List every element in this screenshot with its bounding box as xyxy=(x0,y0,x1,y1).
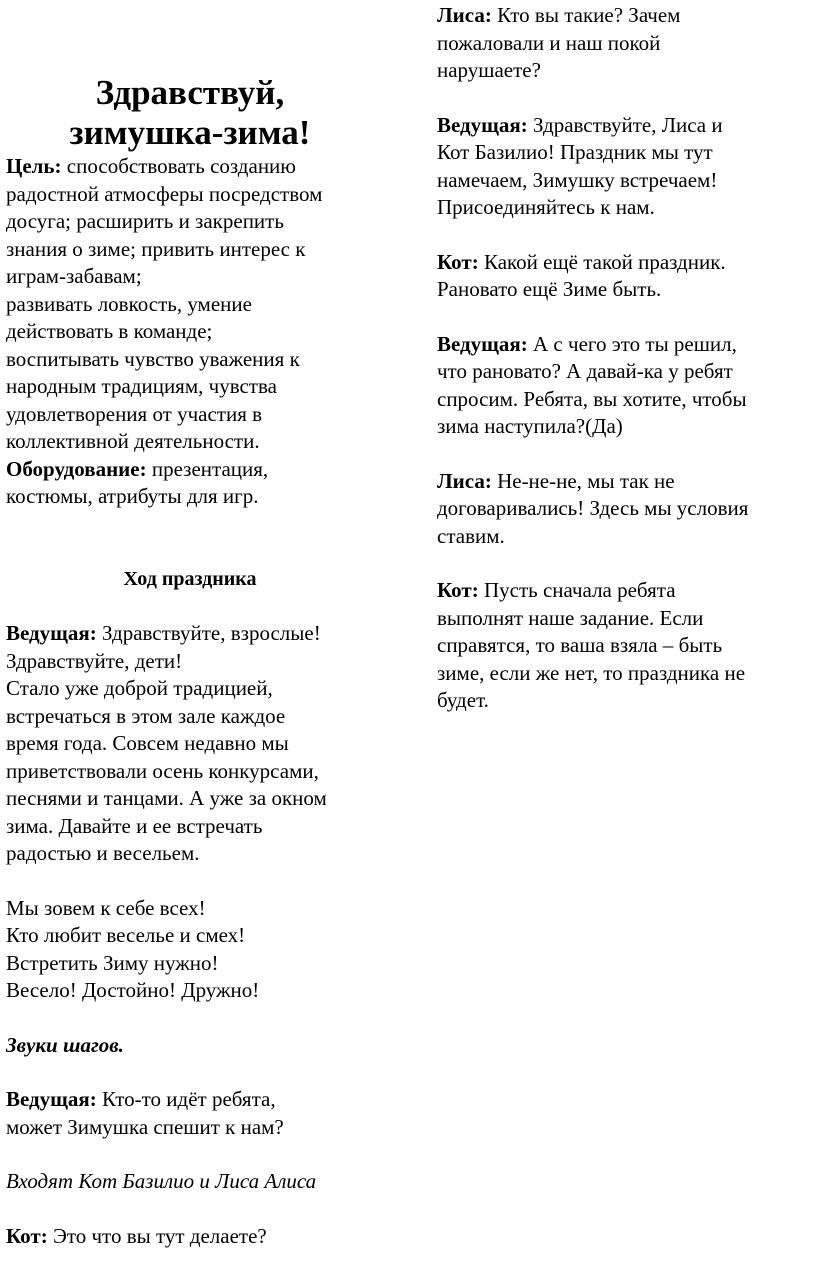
goal-line: играм-забавам; xyxy=(6,264,142,288)
speech-line: Рановато ещё Зиме быть. xyxy=(437,277,662,301)
speaker-label: Лиса: xyxy=(437,3,492,27)
page-title-line-2: зимушка-зима! xyxy=(69,113,311,152)
speaker-label: Кот: xyxy=(437,578,479,602)
speech-text: Не-не-не, мы так не xyxy=(491,468,675,493)
speech-line: время года. Совсем недавно мы xyxy=(6,731,289,755)
speaker-label: Ведущая: xyxy=(6,621,97,645)
speech-line: пожаловали и наш покой xyxy=(437,30,661,55)
speech-line xyxy=(6,620,396,648)
goal-line-1 xyxy=(6,153,396,181)
host-speech-3 xyxy=(437,112,809,222)
poem-block xyxy=(6,895,396,1005)
speech-line: зима наступила?(Да) xyxy=(437,414,623,438)
speaker-label: Ведущая: xyxy=(437,331,528,356)
speech-line: зима. Давайте и ее встречать xyxy=(6,813,263,838)
goal-line: развивать ловкость, умение xyxy=(6,291,252,316)
speech-line: зиме, если же нет, то праздника не xyxy=(437,660,746,685)
speech-text: Это что вы тут делаете? xyxy=(47,1223,267,1248)
speech-text: Кто-то идёт ребята, xyxy=(96,1087,276,1111)
host-speech-1 xyxy=(6,620,396,868)
host-speech-4 xyxy=(437,331,809,441)
speech-line: песнями и танцами. А уже за окном xyxy=(6,786,327,810)
speech-line: намечаем, Зимушку встречаем! xyxy=(437,167,718,192)
speech-line: нарушаете? xyxy=(437,58,541,82)
speaker-label: Лиса: xyxy=(437,468,492,493)
speech-line xyxy=(6,1223,396,1251)
speech-line: будет. xyxy=(437,688,489,712)
speech-line: Здравствуйте, дети! xyxy=(6,648,183,673)
section-title: Ход праздника xyxy=(123,567,257,590)
goal-line: народным традициям, чувства xyxy=(6,374,277,398)
left-column xyxy=(6,0,396,1250)
speech-line xyxy=(437,249,809,277)
speech-text: А с чего это ты решил, xyxy=(527,331,737,356)
speaker-label: Ведущая: xyxy=(6,1087,97,1111)
poem-line: Весело! Достойно! Дружно! xyxy=(6,978,260,1002)
speech-line: ставим. xyxy=(437,523,505,548)
equipment-block xyxy=(6,456,396,511)
speech-line: Присоединяйтесь к нам. xyxy=(437,195,655,219)
speech-text: Пусть сначала ребята xyxy=(478,578,676,602)
equipment-label: Оборудование: xyxy=(6,456,147,481)
host-speech-2 xyxy=(6,1086,396,1141)
goal-line: досуга; расширить и закрепить xyxy=(6,209,284,233)
poem-line: Встретить Зиму нужно! xyxy=(6,950,219,975)
cat-speech-1 xyxy=(6,1223,396,1251)
poem-line: Мы зовем к себе всех! xyxy=(6,895,206,920)
speech-line: что рановато? А давай-ка у ребят xyxy=(437,359,733,383)
speaker-label: Кот: xyxy=(437,249,479,274)
speaker-label: Ведущая: xyxy=(437,112,528,137)
speaker-label: Кот: xyxy=(6,1223,48,1248)
page-title-line-1: Здравствуй, xyxy=(95,73,285,112)
speech-line: справятся, то ваша взяла – быть xyxy=(437,633,723,657)
speech-line xyxy=(437,112,809,140)
equipment-line-1 xyxy=(6,456,396,484)
cat-speech-2 xyxy=(437,249,809,304)
stage-direction-enter: Входят Кот Базилио и Лиса Алиса xyxy=(6,1169,317,1193)
speech-text: Кто вы такие? Зачем xyxy=(491,3,681,27)
speech-line: спросим. Ребята, вы хотите, чтобы xyxy=(437,386,747,411)
speech-line: приветствовали осень конкурсами, xyxy=(6,758,319,783)
equipment-text: презентация, xyxy=(146,456,269,481)
goal-line: воспитывать чувство уважения к xyxy=(6,346,300,371)
equipment-line-2: костюмы, атрибуты для игр. xyxy=(6,484,259,508)
goal-label: Цель: xyxy=(6,154,62,178)
goal-text: способствовать созданию xyxy=(61,154,296,178)
stage-direction-steps: Звуки шагов. xyxy=(6,1032,124,1057)
speech-line: радостью и весельем. xyxy=(6,841,200,865)
goal-line: коллективной деятельности. xyxy=(6,429,260,453)
speech-line: договаривались! Здесь мы условия xyxy=(437,496,749,520)
speech-line: Стало уже доброй традицией, xyxy=(6,676,273,700)
speech-text: Здравствуйте, Лиса и xyxy=(527,112,723,137)
speech-line: встречаться в этом зале каждое xyxy=(6,703,286,728)
fox-speech-1 xyxy=(437,2,809,85)
speech-text: Здравствуйте, взрослые! xyxy=(96,621,321,645)
goal-line: знания о зиме; привить интерес к xyxy=(6,236,306,261)
goal-line: радостной атмосферы посредством xyxy=(6,181,323,206)
cat-speech-3 xyxy=(437,577,809,715)
goal-block xyxy=(6,153,396,456)
speech-line xyxy=(437,2,809,30)
goal-line: удовлетворения от участия в xyxy=(6,401,263,426)
goal-line: действовать в команде; xyxy=(6,319,213,343)
fox-speech-2 xyxy=(437,468,809,551)
speech-line xyxy=(437,577,809,605)
speech-text: Какой ещё такой праздник. xyxy=(478,249,726,274)
speech-line: выполнят наше задание. Если xyxy=(437,605,704,630)
speech-line xyxy=(437,468,809,496)
speech-line xyxy=(6,1086,396,1114)
speech-line: может Зимушка спешит к нам? xyxy=(6,1114,284,1139)
speech-line xyxy=(437,331,809,359)
speech-line: Кот Базилио! Праздник мы тут xyxy=(437,140,713,164)
poem-line: Кто любит веселье и смех! xyxy=(6,923,246,947)
right-column xyxy=(437,2,809,715)
